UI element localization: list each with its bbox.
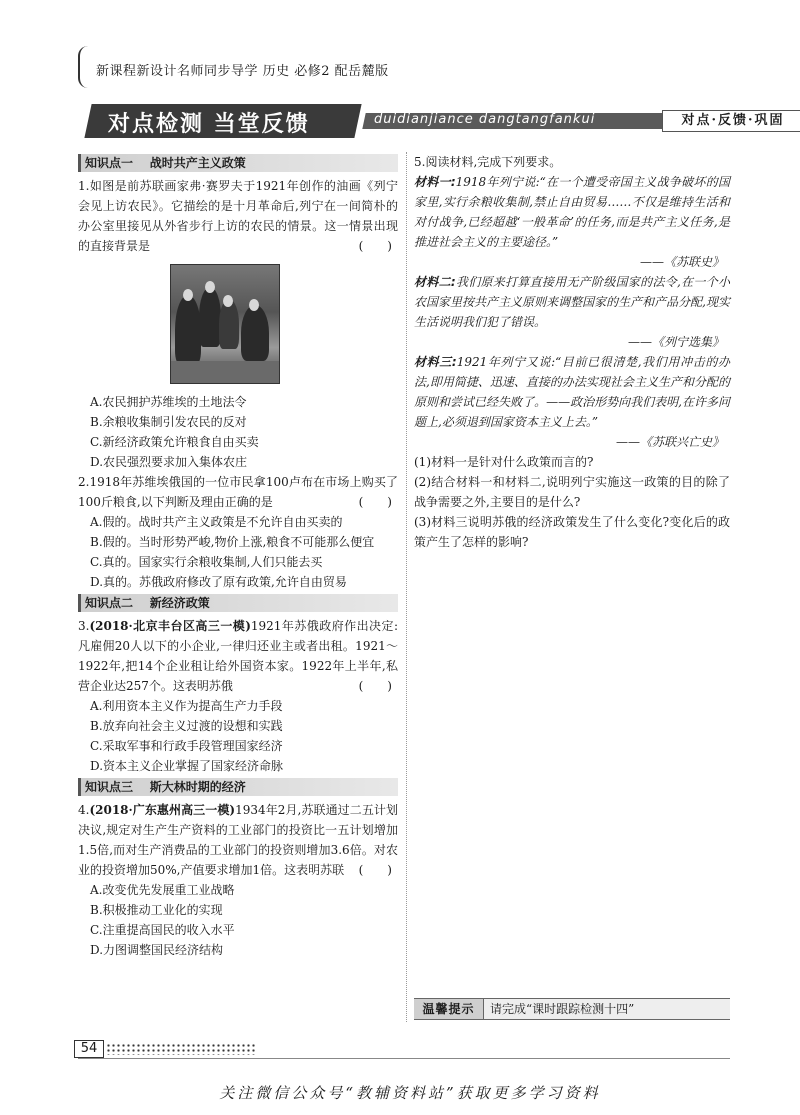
page-number: 54	[74, 1040, 104, 1058]
figure-face	[223, 295, 233, 307]
reminder-label: 温馨提示	[414, 999, 484, 1019]
option-b: B.余粮收集制引发农民的反对	[90, 415, 247, 429]
option-c: C.注重提高国民的收入水平	[90, 923, 235, 937]
figure-silhouette	[175, 295, 201, 365]
option-a: A.改变优先发展重工业战略	[90, 883, 235, 897]
material-text: 1918年列宁说:“在一个遭受帝国主义战争破坏的国家里,实行余粮收集制,禁止自由贸易……不仅是维持生活和对付战争,已经超越‘一般革命’的任务,而是共产主义任务,是推进社会主义的主要途径。”	[414, 175, 730, 249]
sub-question-3: (3)材料三说明苏俄的经济政策发生了什么变化?变化后的政策产生了怎样的影响?	[414, 515, 730, 549]
floor-shadow	[171, 361, 280, 384]
material-1-citation: ——《苏联史》	[639, 255, 724, 269]
option-c: C.新经济政策允许粮食自由买卖	[90, 435, 259, 449]
bottom-promo-note: 关注微信公众号“教辅资料站”获取更多学习资料	[219, 1084, 601, 1102]
section-label: 知识点三	[85, 780, 134, 794]
material-text: 我们原来打算直接用无产阶级国家的法令,在一个小农国家里按共产主义原则来调整国家的生产和产品分配,现实生活说明我们犯了错误。	[414, 275, 730, 329]
section-title: 斯大林时期的经济	[149, 780, 246, 794]
material-label: 材料二:	[414, 275, 456, 289]
left-column	[78, 152, 398, 960]
option-c: C.采取军事和行政手段管理国家经济	[90, 739, 283, 753]
answer-paren: ( )	[358, 679, 392, 693]
section-label: 知识点一	[85, 156, 134, 170]
column-divider	[406, 152, 407, 1022]
question-text: 1934年2月,苏联通过二五计划决议,规定对生产生产资料的工业部门的投资比一五计划增加1.5倍,而对生产消费品的工业部门的投资则增加3.6倍。对农业的投资增加50%,产值要求增加1倍。这表明苏联	[78, 803, 398, 877]
question-text: 1.如图是前苏联画家弗·赛罗夫于1921年创作的油画《列宁会见上访农民》。它描绘的是十月革命后,列宁在一间简朴的办公室里接见从外省步行上访的农民的情景。这一情景出现的直接背景是	[78, 179, 398, 253]
reminder-text: 请完成“课时跟踪检测十四”	[490, 1002, 635, 1016]
q1-options	[78, 392, 398, 472]
question-4	[78, 800, 398, 880]
section-title: 新经济政策	[149, 596, 210, 610]
section-banner	[78, 104, 785, 138]
section-title: 战时共产主义政策	[149, 156, 246, 170]
option-c: C.真的。国家实行余粮收集制,人们只能去买	[90, 555, 323, 569]
banner-title: 对点检测 当堂反馈	[108, 112, 310, 137]
figure-face	[249, 299, 259, 311]
question-number: 4.	[78, 803, 90, 817]
option-b: B.放弃向社会主义过渡的设想和实践	[90, 719, 283, 733]
section-heading-2	[78, 594, 398, 612]
section-heading-3	[78, 778, 398, 796]
question-2	[78, 472, 398, 512]
material-3	[414, 352, 730, 432]
material-2	[414, 272, 730, 332]
question-number: 3.	[78, 619, 90, 633]
figure-face	[205, 281, 215, 293]
q4-options	[78, 880, 398, 960]
figure-face	[183, 289, 193, 301]
question-text: 1921年苏俄政府作出决定:凡雇佣20人以下的小企业,一律归还业主或者出租。1921～1922年,把14个企业租让给外国资本家。1922年上半年,私营企业达257个。这表明苏俄	[78, 619, 398, 693]
question-3	[78, 616, 398, 696]
option-d: D.农民强烈要求加入集体农庄	[90, 455, 248, 469]
reminder-box	[414, 998, 730, 1020]
figure-silhouette	[241, 305, 269, 361]
header-bracket	[78, 46, 90, 88]
question-source: (2018·广东惠州高三一模)	[89, 803, 236, 817]
option-d: D.力图调整国民经济结构	[90, 943, 224, 957]
option-d: D.真的。苏俄政府修改了原有政策,允许自由贸易	[90, 575, 347, 589]
option-b: B.积极推动工业化的实现	[90, 903, 223, 917]
q3-options	[78, 696, 398, 776]
question-text: 2.1918年苏维埃俄国的一位市民拿100卢布在市场上购买了100斤粮食,以下判断及理由正确的是	[78, 475, 398, 509]
option-b: B.假的。当时形势严峻,物价上涨,粮食不可能那么便宜	[90, 535, 375, 549]
question-1	[78, 176, 398, 256]
banner-right-label: 对点·反馈·巩固	[681, 113, 785, 128]
section-label: 知识点二	[85, 596, 134, 610]
sub-question-1: (1)材料一是针对什么政策而言的?	[414, 455, 594, 469]
footer-rule	[78, 1058, 730, 1059]
material-label: 材料一:	[414, 175, 456, 189]
option-a: A.利用资本主义作为提高生产力手段	[90, 699, 283, 713]
book-title: 新课程新设计名师同步导学 历史 必修2 配岳麓版	[96, 64, 389, 79]
section-heading-1	[78, 154, 398, 172]
question-5-intro: 5.阅读材料,完成下列要求。	[414, 155, 562, 169]
answer-paren: ( )	[358, 239, 392, 253]
option-a: A.假的。战时共产主义政策是不允许自由买卖的	[90, 515, 343, 529]
material-text: 1921年列宁又说:“目前已很清楚,我们用冲击的办法,即用简捷、迅速、直接的办法实现社会主义生产和分配的原则和尝试已经失败了。——政治形势向我们表明,在许多问题上,必须退到国家资本主义上去。”	[414, 355, 730, 429]
banner-pinyin: duidianjiance dangtangfankui	[374, 112, 596, 127]
material-1	[414, 172, 730, 252]
figure-silhouette	[199, 287, 221, 347]
banner-right-box	[662, 110, 800, 132]
option-a: A.农民拥护苏维埃的土地法令	[90, 395, 247, 409]
option-d: D.资本主义企业掌握了国家经济命脉	[90, 759, 284, 773]
material-3-citation: ——《苏联兴亡史》	[615, 435, 724, 449]
right-column	[414, 152, 730, 552]
answer-paren: ( )	[358, 863, 392, 877]
question-source: (2018·北京丰台区高三一模)	[89, 619, 251, 633]
sub-question-2: (2)结合材料一和材料二,说明列宁实施这一政策的目的除了战争需要之外,主要目的是什么?	[414, 475, 730, 509]
material-label: 材料三:	[414, 355, 457, 369]
material-2-citation: ——《列宁选集》	[627, 335, 724, 349]
answer-paren: ( )	[358, 495, 392, 509]
footer-dot-pattern	[106, 1043, 256, 1055]
q2-options	[78, 512, 398, 592]
painting-lenin-meets-peasants	[170, 264, 280, 384]
